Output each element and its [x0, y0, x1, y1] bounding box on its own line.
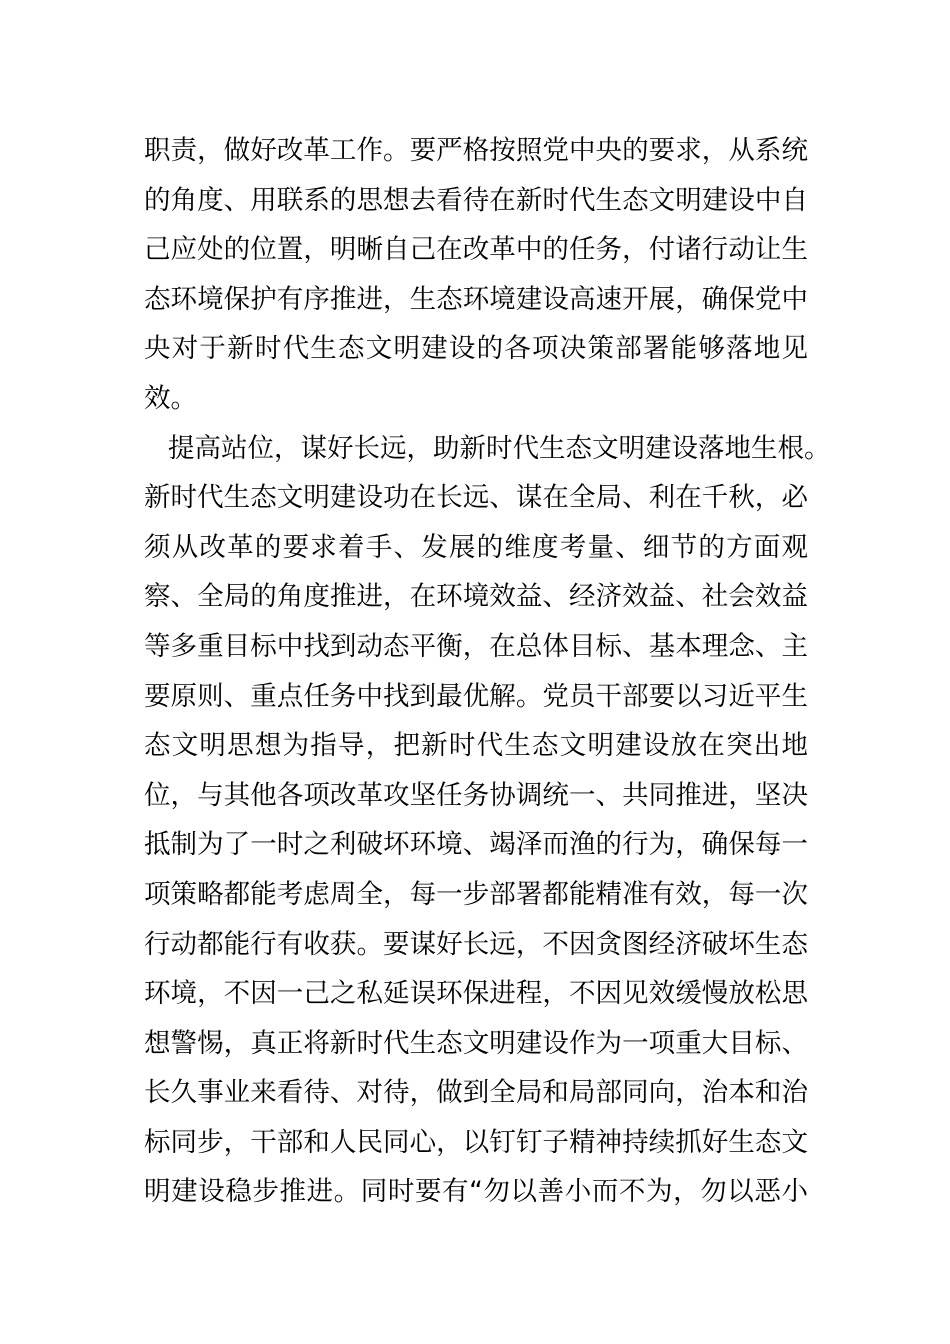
document-body: [144, 126, 831, 1217]
text-line: 长久事业来看待、对待，做到全局和局部同向，治本和治: [144, 1077, 808, 1109]
text-line: 环境，不因一己之私延误环保进程，不因见效缓慢放松思: [144, 978, 808, 1010]
text-line: 效。: [144, 382, 197, 414]
text-line: 新时代生态文明建设功在长远、谋在全局、利在千秋，必: [144, 482, 808, 514]
text-line: 央对于新时代生态文明建设的各项决策部署能够落地见: [144, 333, 808, 365]
text-line: 等多重目标中找到动态平衡，在总体目标、基本理念、主: [144, 630, 808, 662]
text-line: 察、全局的角度推进，在环境效益、经济效益、社会效益: [144, 581, 808, 613]
text-line: 明建设稳步推进。同时要有“勿以善小而不为，勿以恶小: [144, 1176, 808, 1208]
paragraph-heading-line: 提高站位，谋好长远，助新时代生态文明建设落地生根。: [168, 432, 831, 464]
text-line: 标同步，干部和人民同心，以钉钉子精神持续抓好生态文: [144, 1126, 808, 1158]
text-line: 项策略都能考虑周全，每一步部署都能精准有效，每一次: [144, 878, 808, 910]
text-line: 态环境保护有序推进，生态环境建设高速开展，确保党中: [144, 283, 808, 315]
text-line: 的角度、用联系的思想去看待在新时代生态文明建设中自: [144, 184, 808, 216]
text-line: 职责，做好改革工作。要严格按照党中央的要求，从系统: [144, 135, 808, 166]
text-line: 抵制为了一时之利破坏环境、竭泽而渔的行为，确保每一: [144, 829, 808, 861]
text-line: 想警惕，真正将新时代生态文明建设作为一项重大目标、: [144, 1027, 808, 1059]
text-line: 态文明思想为指导，把新时代生态文明建设放在突出地: [144, 730, 808, 762]
paragraph-2: [144, 424, 831, 1218]
text-line: 行动都能行有收获。要谋好长远，不因贪图经济破坏生态: [144, 928, 808, 960]
text-line: 己应处的位置，明晰自己在改革中的任务，付诸行动让生: [144, 234, 808, 266]
paragraph-1: [144, 126, 808, 424]
text-line: 位，与其他各项改革攻坚任务协调统一、共同推进，坚决: [144, 779, 808, 811]
text-line: 要原则、重点任务中找到最优解。党员干部要以习近平生: [144, 680, 808, 712]
text-line: 须从改革的要求着手、发展的维度考量、细节的方面观: [144, 531, 808, 563]
